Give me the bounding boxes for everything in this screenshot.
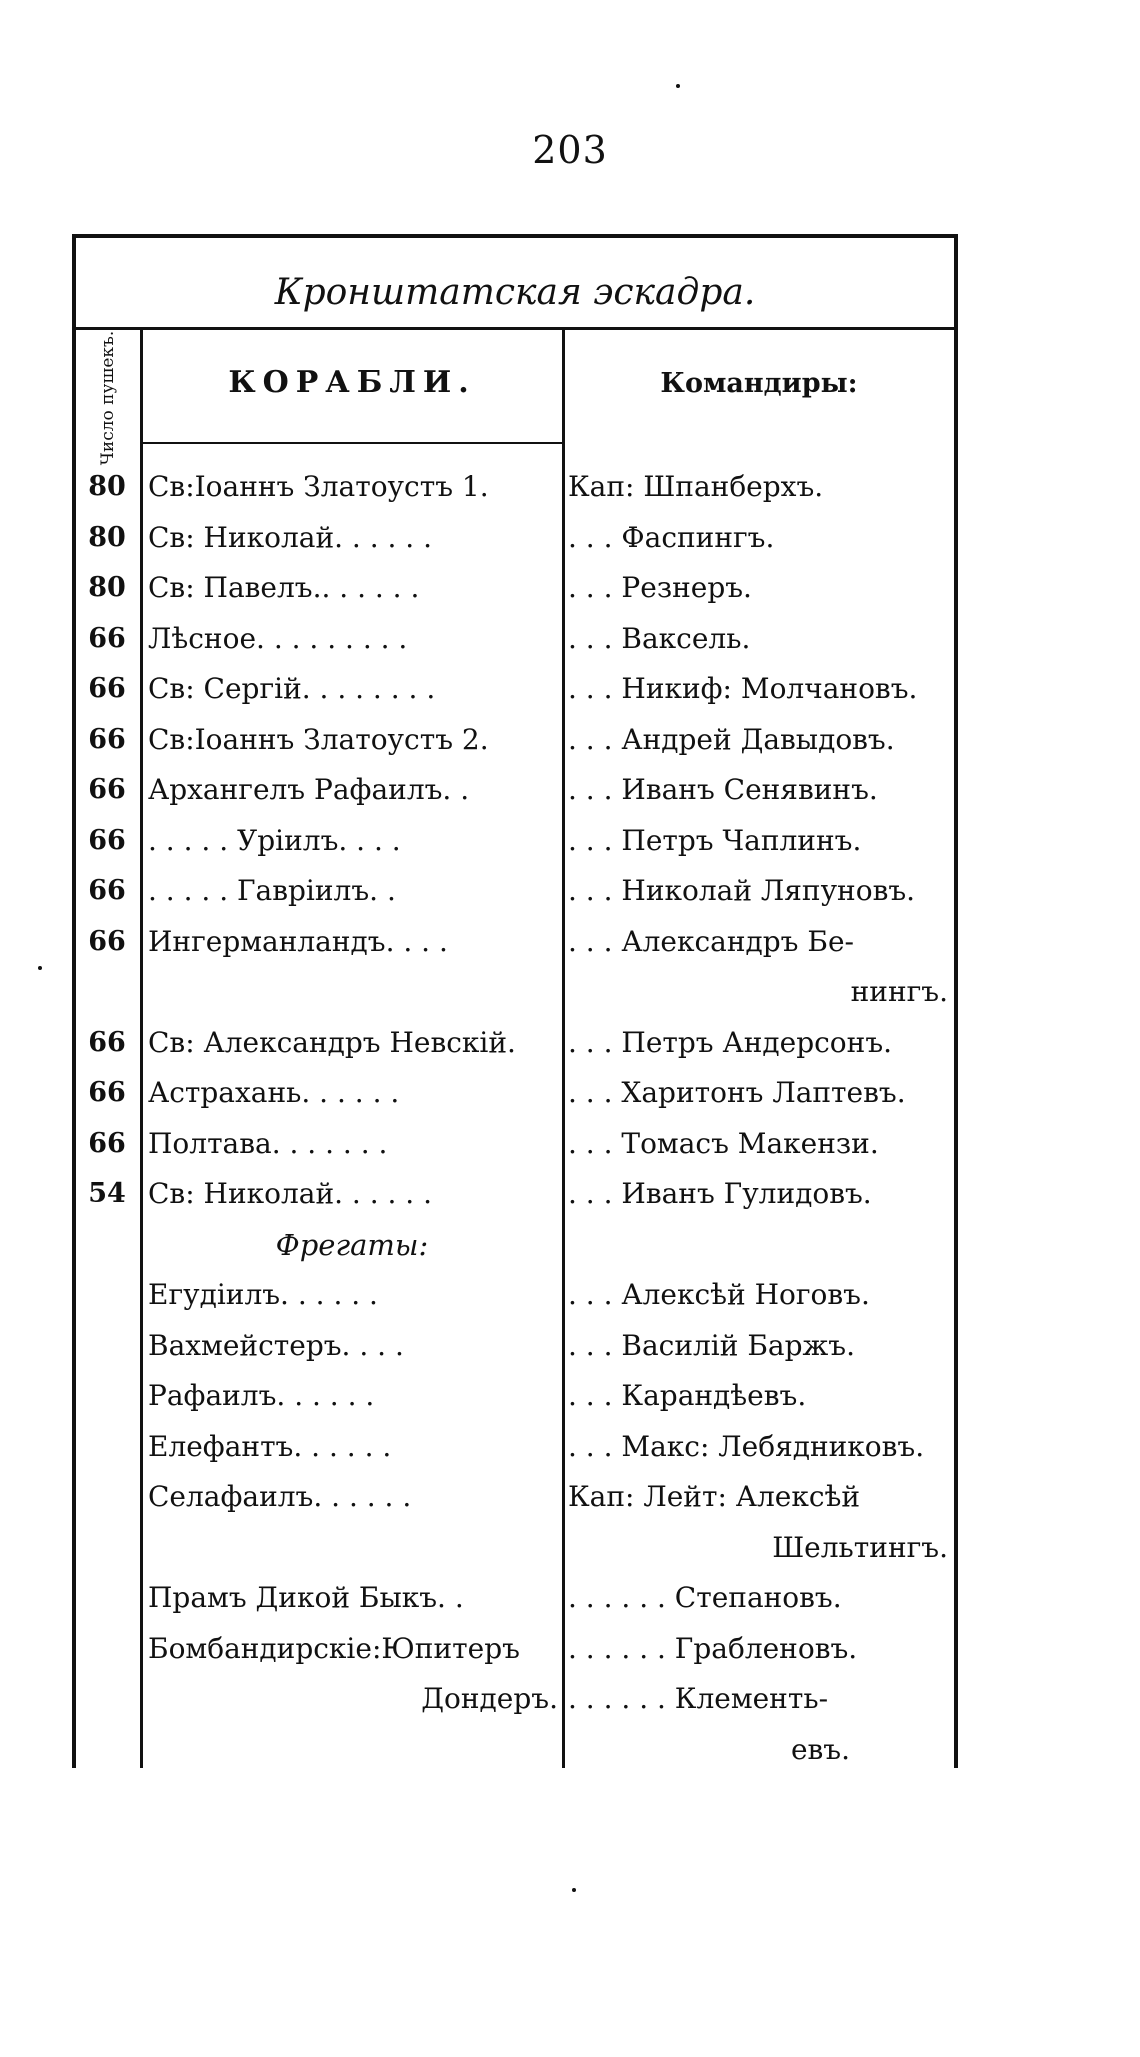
gun-count: 66 (88, 1026, 126, 1058)
commander-name: . . . Ваксель. (568, 621, 751, 655)
commander-name: . . . Томасъ Макензи. (568, 1126, 879, 1160)
ship-row (76, 664, 954, 714)
table-title-row (76, 238, 954, 330)
ship-name: Бомбандирскіе:Юпитеръ (148, 1631, 520, 1665)
ship-row (76, 462, 954, 512)
gun-count: 66 (88, 673, 126, 704)
commander-name: . . . Василій Баржъ. (568, 1328, 855, 1362)
commander-continuation-row (76, 1725, 954, 1775)
commander-name: . . . Петръ Чаплинъ. (568, 823, 862, 857)
commander-name: . . . Фаспингъ. (568, 520, 775, 554)
frigate-row (76, 1321, 954, 1371)
gun-count: 66 (88, 824, 126, 856)
header-underline (142, 442, 562, 444)
ship-name: Св: Николай. . . . . . (148, 1177, 433, 1210)
ship-name: Прамъ Дикой Быкъ. . (148, 1581, 464, 1614)
ship-name: Св:Іоаннъ Златоустъ 1. (148, 470, 489, 503)
squadron-table (72, 234, 958, 1768)
table-title: Кронштатская эскадра. (274, 272, 756, 313)
ship-name: Св: Павелъ.. . . . . . (148, 571, 420, 604)
frigate-row (76, 1573, 954, 1623)
ship-row (76, 1068, 954, 1118)
commander-name: . . . . . . Грабленовъ. (568, 1631, 858, 1665)
ship-name: Селафаилъ. . . . . . (148, 1480, 412, 1513)
header-commanders: Командиры: (660, 368, 858, 399)
gun-count: 66 (88, 875, 126, 906)
ship-name: Ингерманландъ. . . . (148, 924, 448, 958)
speck (572, 1888, 576, 1892)
commander-name: . . . Харитонъ Лаптевъ. (568, 1076, 906, 1109)
ship-row (76, 765, 954, 815)
ship-row (76, 614, 954, 664)
ship-row (76, 917, 954, 967)
ship-row (76, 715, 954, 765)
ship-row (76, 866, 954, 916)
ship-name: Лѣсное. . . . . . . . . (148, 621, 408, 655)
gun-count: 66 (88, 925, 126, 957)
gun-count: 66 (88, 774, 126, 805)
commander-name: . . . Иванъ Гулидовъ. (568, 1177, 872, 1210)
commander-name: Кап: Лейт: Алексѣй (568, 1480, 861, 1513)
gun-count: 80 (88, 471, 126, 502)
commander-name: . . . Резнеръ. (568, 571, 752, 604)
ship-name: Егудіилъ. . . . . . (148, 1278, 378, 1311)
ship-name: Полтава. . . . . . . (148, 1126, 388, 1160)
frigate-row (76, 1371, 954, 1421)
ship-name: Св: Александръ Невскій. (148, 1025, 516, 1059)
ship-name: Св:Іоаннъ Златоустъ 2. (148, 722, 489, 756)
ship-row (76, 816, 954, 866)
ship-name: . . . . . Уріилъ. . . . (148, 823, 401, 857)
ship-name: Архангелъ Рафаилъ. . (148, 773, 470, 806)
commander-name: . . . Александръ Бе- (568, 924, 854, 958)
gun-count: 80 (88, 572, 126, 603)
gun-count: 66 (88, 1127, 126, 1159)
ship-name: Дондеръ. (421, 1682, 558, 1715)
ship-row (76, 1169, 954, 1219)
gun-count: 66 (88, 622, 126, 654)
header-ships: КОРАБЛИ. (228, 365, 476, 400)
ship-row (76, 1018, 954, 1068)
frigate-row (76, 1422, 954, 1472)
gun-count: 80 (88, 521, 126, 553)
commander-continuation-row (76, 1523, 954, 1573)
gun-count: 54 (88, 1178, 126, 1209)
ship-name: Рафаилъ. . . . . . (148, 1379, 375, 1412)
ship-name: Елефантъ. . . . . . (148, 1429, 392, 1463)
frigate-row (76, 1472, 954, 1522)
frigates-heading: Фрегаты: (275, 1227, 429, 1262)
header-guns-label: Число пушекъ. (98, 330, 119, 466)
gun-count: 66 (88, 1077, 126, 1108)
frigate-row (76, 1624, 954, 1674)
ship-row (76, 1119, 954, 1169)
commander-name-continuation: нингъ. (850, 975, 948, 1008)
ship-name: Св: Николай. . . . . . (148, 520, 433, 554)
ship-name: Вахмейстеръ. . . . (148, 1328, 404, 1362)
commander-name: . . . Карандѣевъ. (568, 1379, 807, 1412)
ship-name: Св: Сергій. . . . . . . . (148, 672, 436, 705)
commander-name: . . . Андрей Давыдовъ. (568, 722, 895, 756)
frigate-row (76, 1270, 954, 1320)
frigate-row (76, 1674, 954, 1724)
page-number: 203 (532, 128, 608, 172)
commander-name: . . . . . . Степановъ. (568, 1581, 842, 1614)
ship-name: . . . . . Гавріилъ. . (148, 874, 396, 907)
gun-count: 66 (88, 723, 126, 755)
ship-name: Астрахань. . . . . . (148, 1076, 400, 1109)
commander-name-continuation: евъ. (790, 1732, 850, 1766)
commander-name: Кап: Шпанберхъ. (568, 470, 824, 503)
ship-row (76, 563, 954, 613)
commander-name: . . . . . . Клементь- (568, 1682, 829, 1715)
commander-continuation-row (76, 967, 954, 1017)
speck (38, 966, 42, 970)
ship-row (76, 513, 954, 563)
commander-name: . . . Иванъ Сенявинъ. (568, 773, 878, 806)
speck (676, 84, 680, 88)
commander-name: . . . Никиф: Молчановъ. (568, 672, 918, 705)
commander-name: . . . Петръ Андерсонъ. (568, 1025, 893, 1059)
header-guns (76, 330, 140, 466)
commander-name: . . . Макс: Лебядниковъ. (568, 1429, 925, 1463)
commander-name: . . . Николай Ляпуновъ. (568, 874, 916, 907)
commander-name-continuation: Шельтингъ. (772, 1530, 948, 1564)
commander-name: . . . Алексѣй Ноговъ. (568, 1278, 870, 1311)
